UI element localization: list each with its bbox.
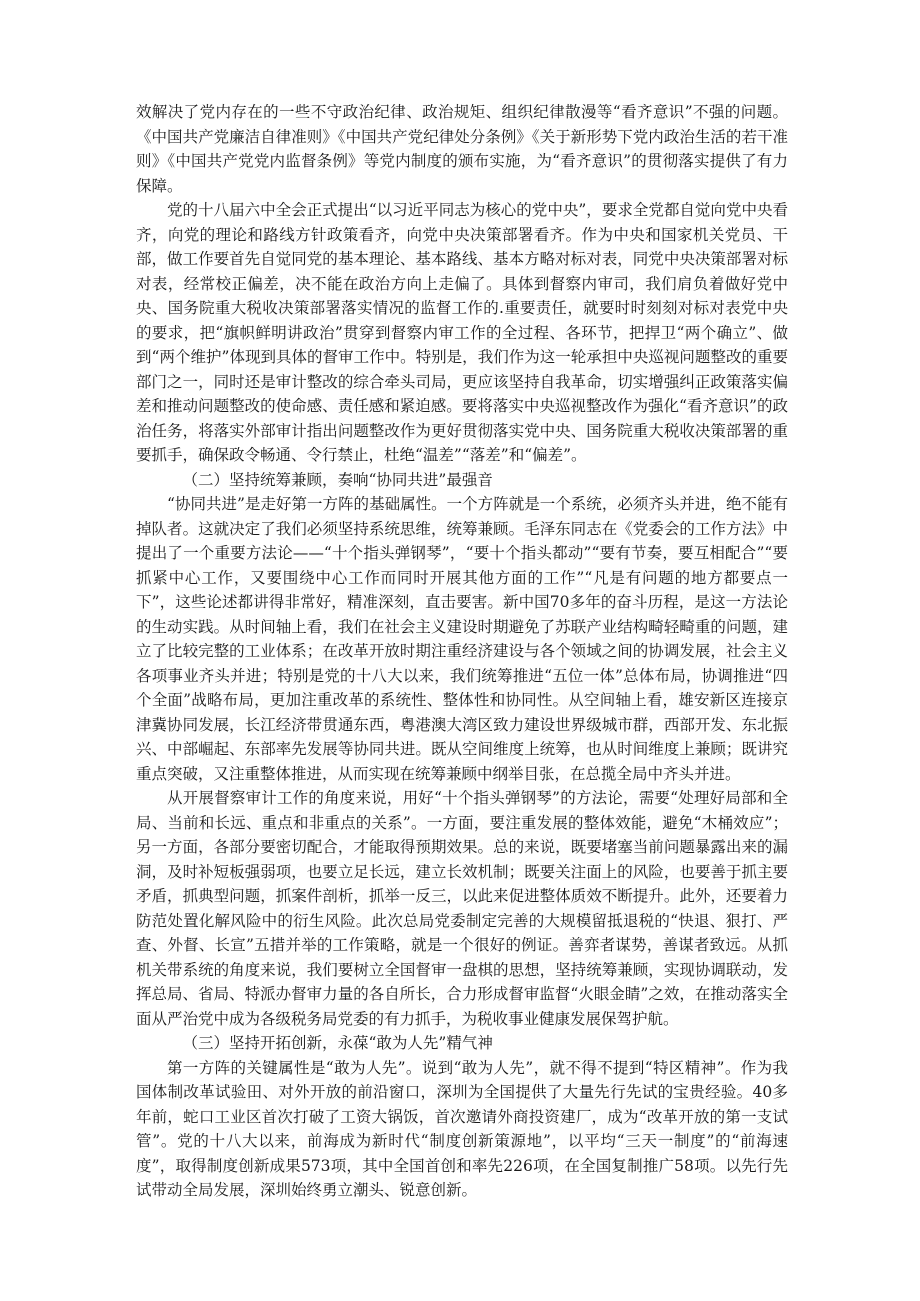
document-page bbox=[136, 100, 788, 1203]
paragraph-continuation: 效解决了党内存在的一些不守政治纪律、政治规矩、组织纪律散漫等“看齐意识”不强的问题。《中国共产党廉洁自律准则》《中国共产党纪律处分条例》《关于新形势下党内政治生活的若干准则》《中国共产党党内监督条例》等党内制度的颁布实施，为“看齐意识”的贯彻落实提供了有力保障。 bbox=[136, 103, 788, 195]
paragraph-body: 从开展督察审计工作的角度来说，用好“十个指头弹钢琴”的方法论，需要“处理好局部和全局、当前和长远、重点和非重点的关系”。一方面，要注重发展的整体效能，避免“木桶效应”；另一方面，各部分要密切配合，才能取得预期效果。总的来说，既要堵塞当前问题暴露出来的漏洞，及时补短板强弱项，也要立足长远，建立长效机制；既要关注面上的风险，也要善于抓主要矛盾，抓典型问题，抓案件剖析，抓举一反三，以此来促进整体质效不断提升。此外，还要着力防范处置化解风险中的衍生风险。此次总局党委制定完善的大规模留抵退税的“快退、狠打、严查、外督、长宣”五措并举的工作策略，就是一个很好的例证。善弈者谋势，善谋者致远。从抓机关带系统的角度来说，我们要树立全国督审一盘棋的思想，坚持统筹兼顾，实现协调联动，发挥总局、省局、特派办督审力量的各自所长，合力形成督审监督“火眼金睛”之效，在推动落实全面从严治党中成为各级税务局党委的有力抓手，为税收事业健康发展保驾护航。 bbox=[136, 789, 788, 1028]
paragraph-body: “协同共进”是走好第一方阵的基础属性。一个方阵就是一个系统，必须齐头并进，绝不能有掉队者。这就决定了我们必须坚持系统思维，统筹兼顾。毛泽东同志在《党委会的工作方法》中提出了一个重要方法论——“十个指头弹钢琴”，“要十个指头都动”“要有节奏，要互相配合”“要抓紧中心工作，又要围绕中心工作而同时开展其他方面的工作”“凡是有问题的地方都要点一下”，这些论述都讲得非常好，精准深刻，直击要害。新中国70多年的奋斗历程，是这一方法论的生动实践。从时间轴上看，我们在社会主义建设时期避免了苏联产业结构畸轻畸重的问题，建立了比较完整的工业体系；在改革开放时期注重经济建设与各个领域之间的协调发展，社会主义各项事业齐头并进；特别是党的十八大以来，我们统筹推进“五位一体”总体布局，协调推进“四个全面”战略布局，更加注重改革的系统性、整体性和协同性。从空间轴上看，雄安新区连接京津冀协同发展，长江经济带贯通东西，粤港澳大湾区致力建设世界级城市群，西部开发、东北振兴、中部崛起、东部率先发展等协同共进。既从空间维度上统筹，也从时间维度上兼顾；既讲究重点突破，又注重整体推进，从而实现在统筹兼顾中纲举目张，在总揽全局中齐头并进。 bbox=[136, 495, 788, 783]
section-heading: （二）坚持统筹兼顾，奏响“协同共进”最强音 bbox=[182, 470, 493, 489]
section-heading: （三）坚持开拓创新，永葆“敢为人先”精气神 bbox=[182, 1034, 493, 1052]
paragraph-body: 党的十八届六中全会正式提出“以习近平同志为核心的党中央”，要求全党都自觉向党中央看齐，向党的理论和路线方针政策看齐，向党中央决策部署看齐。作为中央和国家机关党员、干部，做工作要首先自觉同党的基本理论、基本路线、基本方略对标对表，同党中央决策部署对标对表，经常校正偏差，决不能在政治方向上走偏了。具体到督察内审司，我们肩负着做好党中央、国务院重大税收决策部署落实情况的监督工作的.重要责任，就要时时刻刻对标对表党中央的要求，把“旗帜鲜明讲政治”贯穿到督察内审工作的全过程、各环节，把捍卫“两个确立”、做到“两个维护”体现到具体的督审工作中。特别是，我们作为这一轮承担中央巡视问题整改的重要部门之一，同时还是审计整改的综合牵头司局，更应该坚持自我革命，切实增强纠正政策落实偏差和推动问题整改的使命感、责任感和紧迫感。要将落实中央巡视整改作为强化“看齐意识”的政治任务，将落实外部审计指出问题整改作为更好贯彻落实党中央、国务院重大税收决策部署的重要抓手，确保政令畅通、令行禁止，杜绝“温差”“落差”和“偏差”。 bbox=[136, 201, 788, 464]
paragraph-body: 第一方阵的关键属性是“敢为人先”。说到“敢为人先”，就不得不提到“特区精神”。作为我国体制改革试验田、对外开放的前沿窗口，深圳为全国提供了大量先行先试的宝贵经验。40多年前，蛇口工业区首次打破了工资大锅饭，首次邀请外商投资建厂，成为“改革开放的第一支试管”。党的十八大以来，前海成为新时代“制度创新策源地”，以平均“三天一制度”的“前海速度”，取得制度创新成果573项，其中全国首创和率先226项，在全国复制推广58项。以先行先试带动全局发展，深圳始终勇立潮头、锐意创新。 bbox=[136, 1058, 788, 1199]
